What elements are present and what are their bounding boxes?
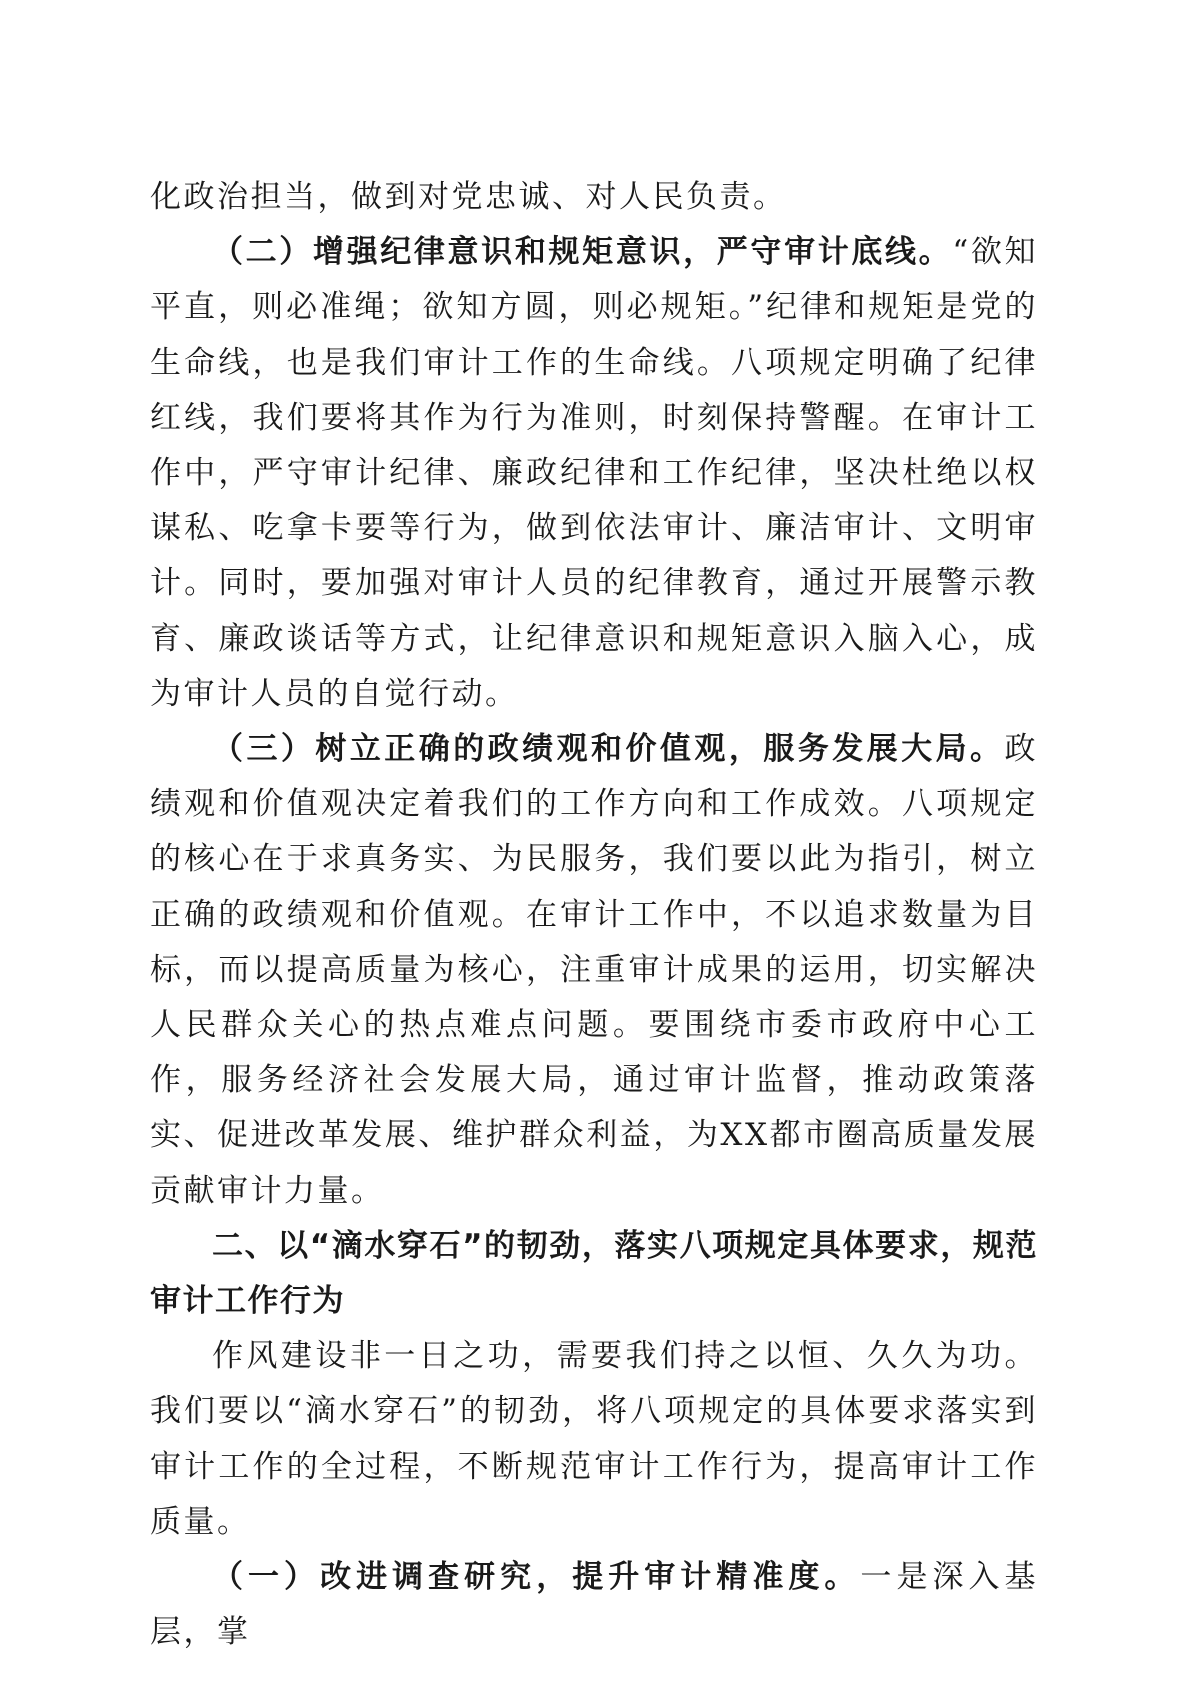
paragraph-continuation xyxy=(150,170,1038,225)
paragraph-discipline-awareness xyxy=(150,225,1038,722)
section-heading xyxy=(150,1219,1038,1329)
subsection-lead: （三）树立正确的政绩观和价值观，服务发展大局。 xyxy=(212,731,1005,768)
subsection-lead: （一）改进调查研究，提升审计精准度。 xyxy=(212,1559,861,1596)
paragraph-text: 作风建设非一日之功，需要我们持之以恒、久久为功。我们要以“滴水穿石”的韧劲，将八项规定的具体要求落实到审计工作的全过程，不断规范审计工作行为，提高审计工作质量。 xyxy=(150,1338,1038,1540)
subsection-lead: （二）增强纪律意识和规矩意识，严守审计底线。 xyxy=(212,234,953,271)
paragraph-text: 化政治担当，做到对党忠诚、对人民负责。 xyxy=(150,179,787,215)
paragraph-text: 政绩观和价值观决定着我们的工作方向和工作成效。八项规定的核心在于求真务实、为民服务，我们要以此为指引，树立正确的政绩观和价值观。在审计工作中，不以追求数量为目标，而以提高质量为核心，注重审计成果的运用，切实解决人民群众关心的热点难点问题。要围绕市委市政府中心工作，服务经济社会发展大局，通过审计监督，推动政策落实、促进改革发展、维护群众利益，为XX都市圈高质量发展贡献审计力量。 xyxy=(150,731,1038,1209)
paragraph-text: 一是深入基层，掌 xyxy=(150,1559,1039,1651)
document-page xyxy=(150,170,1038,1660)
paragraph-performance-values xyxy=(150,722,1038,1219)
paragraph-text: “欲知平直，则必准绳；欲知方圆，则必规矩。”纪律和规矩是党的生命线，也是我们审计工作的生命线。八项规定明确了纪律红线，我们要将其作为行为准则，时刻保持警醒。在审计工作中，严守审计纪律、廉政纪律和工作纪律，坚决杜绝以权谋私、吃拿卡要等行为，做到依法审计、廉洁审计、文明审计。同时，要加强对审计人员的纪律教育，通过开展警示教育、廉政谈话等方式，让纪律意识和规矩意识入脑入心，成为审计人员的自觉行动。 xyxy=(150,234,1038,712)
paragraph-style-building xyxy=(150,1329,1038,1550)
paragraph-research xyxy=(150,1550,1038,1660)
section-heading-text: 二、以“滴水穿石”的韧劲，落实八项规定具体要求，规范审计工作行为 xyxy=(150,1227,1038,1320)
